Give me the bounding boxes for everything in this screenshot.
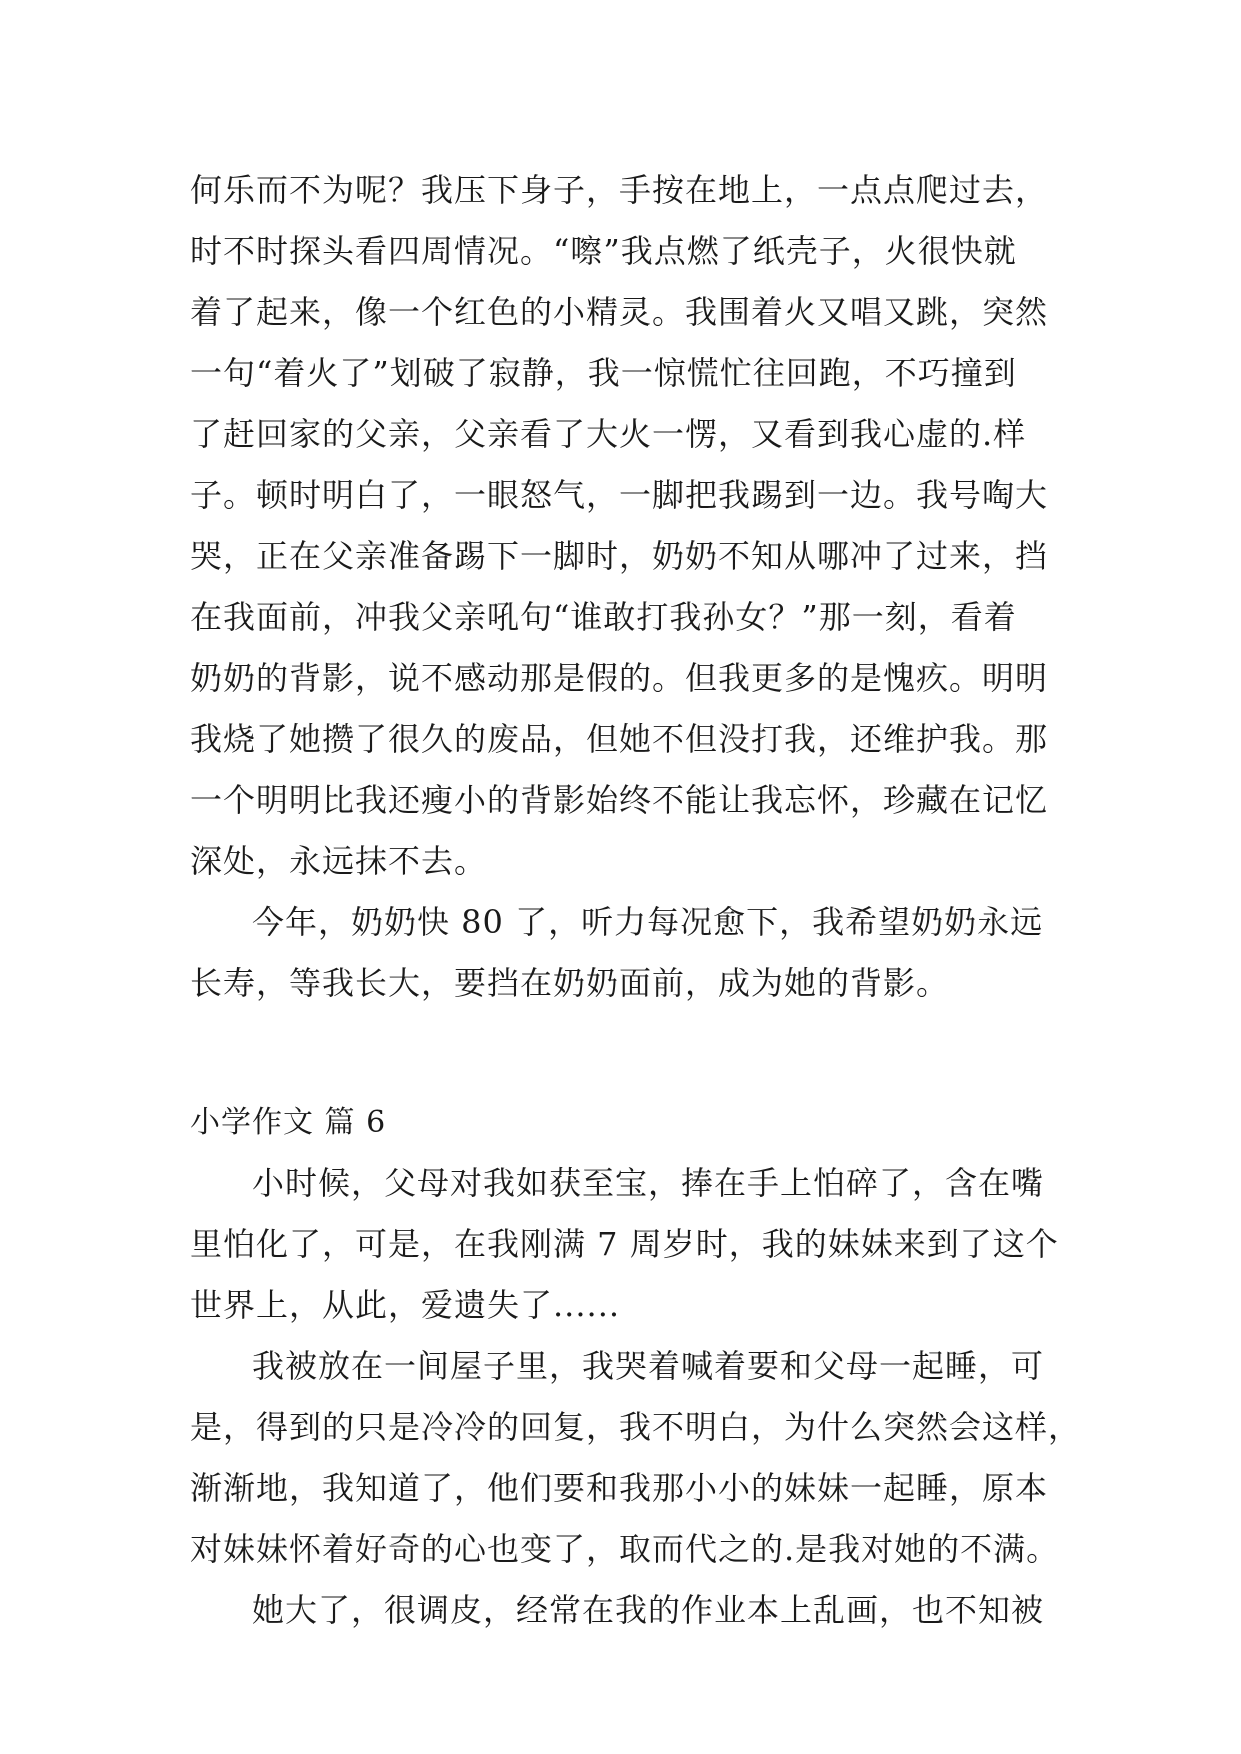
text-line: 对妹妹怀着好奇的心也变了，取而代之的.是我对她的不满。 [190,1530,1060,1568]
text-line: 时不时探头看四周情况。“嚓”我点燃了纸壳子，火很快就 [190,232,1017,270]
text-line: 是，得到的只是冷冷的回复，我不明白，为什么突然会这样， [190,1408,1082,1446]
text-line: 在我面前，冲我父亲吼句“谁敢打我孙女？”那一刻，看着 [190,598,1017,636]
paragraph-4 [190,1336,1082,1580]
text-line: 小时候，父母对我如获至宝，捧在手上怕碎了，含在嘴 [252,1164,1045,1202]
text-line: 世界上，从此，爱遗失了...... [190,1286,621,1324]
text-line: 子。顿时明白了，一眼怒气，一脚把我踢到一边。我号啕大 [190,476,1049,514]
text-line: 了赶回家的父亲，父亲看了大火一愣，又看到我心虚的.样 [190,415,1027,453]
paragraph-3 [190,1153,1060,1336]
paragraph-5 [190,1580,1060,1641]
text-line: 哭，正在父亲准备踢下一脚时，奶奶不知从哪冲了过来，挡 [190,537,1049,575]
paragraph-2 [190,892,1060,1014]
text-line: 着了起来，像一个红色的小精灵。我围着火又唱又跳，突然 [190,293,1049,331]
text-line: 一句“着火了”划破了寂静，我一惊慌忙往回跑，不巧撞到 [190,354,1017,392]
text-line: 一个明明比我还瘦小的背影始终不能让我忘怀，珍藏在记忆 [190,781,1049,819]
text-line: 渐渐地，我知道了，他们要和我那小小的妹妹一起睡，原本 [190,1469,1049,1507]
paragraph-1 [190,160,1060,892]
section-title: 小学作文 篇 6 [190,1105,387,1140]
text-line: 奶奶的背影，说不感动那是假的。但我更多的是愧疚。明明 [190,659,1049,697]
text-line: 我烧了她攒了很久的废品，但她不但没打我，还维护我。那 [190,720,1049,758]
document-body [190,160,1082,1641]
text-line: 深处，永远抹不去。 [190,842,488,880]
text-line: 我被放在一间屋子里，我哭着喊着要和父母一起睡，可 [252,1347,1045,1385]
text-line: 长寿，等我长大，要挡在奶奶面前，成为她的背影。 [190,964,950,1002]
text-line: 她大了，很调皮，经常在我的作业本上乱画，也不知被 [252,1591,1045,1629]
text-line: 何乐而不为呢？我压下身子，手按在地上，一点点爬过去， [190,171,1049,209]
text-line: 今年，奶奶快 80 了，听力每况愈下，我希望奶奶永远 [252,903,1044,941]
text-line: 里怕化了，可是，在我刚满 7 周岁时，我的妹妹来到了这个 [190,1225,1059,1263]
